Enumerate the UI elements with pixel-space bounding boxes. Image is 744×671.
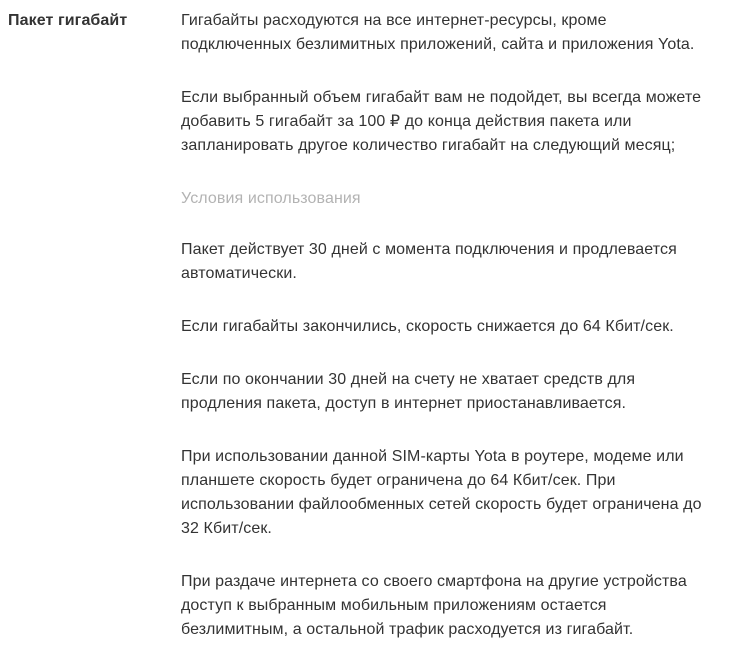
paragraph-add-gigabytes: Если выбранный объем гигабайт вам не подойдет, вы всегда можете добавить 5 гигабайт за 100 ₽ до конца действия пакета или запланировать другое количество гигабайт на следующий месяц; xyxy=(181,89,702,154)
section-title-package-gigabytes: Пакет гигабайт xyxy=(8,12,128,29)
paragraph-gigabytes-usage: Гигабайты расходуются на все интернет-ресурсы, кроме подключенных безлимитных приложений, сайта и приложения Yota. xyxy=(181,12,695,53)
paragraph-sim-in-router-limits: При использовании данной SIM-карты Yota в роутере, модеме или планшете скорость будет ограничена до 64 Кбит/сек. При использовании файлообменных сетей скорость будет ограничена до 32 Кбит/сек. xyxy=(181,448,702,537)
paragraph-package-duration: Пакет действует 30 дней с момента подключения и продлевается автоматически. xyxy=(181,241,677,282)
paragraph-tethering: При раздаче интернета со своего смартфона на другие устройства доступ к выбранным мобильным приложениям остается безлимитным, а остальной трафик расходуется из гигабайт. xyxy=(181,573,687,638)
section-label-column xyxy=(8,9,181,33)
paragraph-insufficient-funds: Если по окончании 30 дней на счету не хватает средств для продления пакета, доступ в интернет приостанавливается. xyxy=(181,371,636,412)
section-content-column xyxy=(181,9,704,671)
paragraph-speed-reduction: Если гигабайты закончились, скорость снижается до 64 Кбит/сек. xyxy=(181,318,674,335)
section-label-terms-of-use: Условия использования xyxy=(181,190,361,207)
